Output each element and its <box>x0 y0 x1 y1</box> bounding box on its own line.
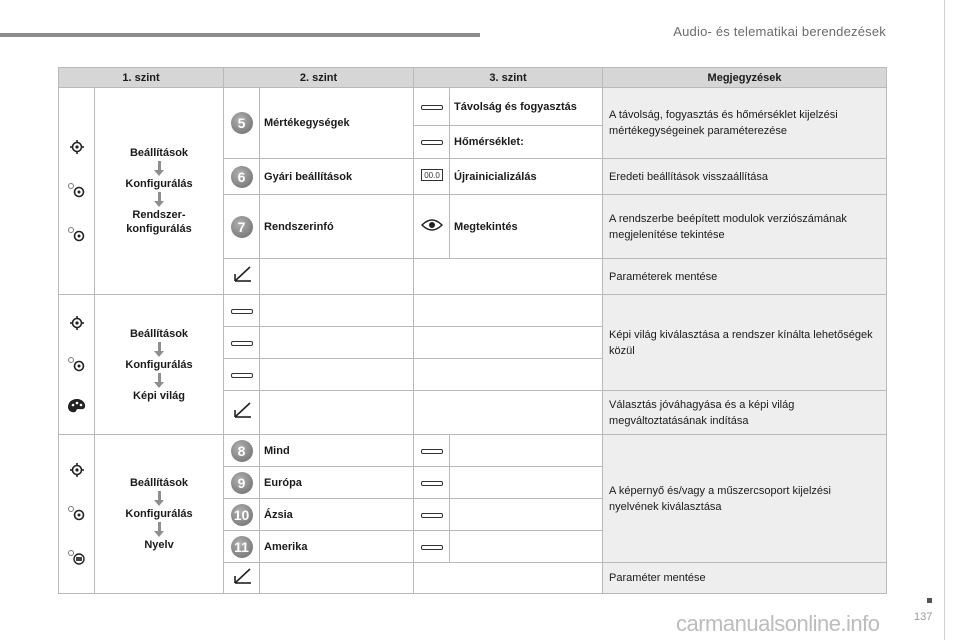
nav-level2-label: Konfigurálás <box>125 178 193 190</box>
gears-icon <box>59 504 94 522</box>
note-cell: A távolság, fogyasztás és hőmérséklet kijelzési mértékegységeinek paraméterezése <box>603 88 887 159</box>
down-arrow-icon <box>158 373 161 383</box>
col-header-level2: 2. szint <box>224 68 414 88</box>
gear-icon <box>59 315 94 331</box>
empty-cell <box>450 467 603 499</box>
page-header-title: Audio- és telematikai berendezések <box>673 24 886 39</box>
down-arrow-icon <box>158 522 161 532</box>
level2-icon-cell <box>224 327 260 359</box>
note-cell: A rendszerbe beépített modulok verziószámának megjelenítése tekintése <box>603 195 887 259</box>
empty-cell <box>414 359 603 391</box>
minus-icon <box>421 513 443 518</box>
level3-icon-cell <box>414 531 450 563</box>
down-arrow-icon <box>158 342 161 352</box>
empty-cell <box>414 391 603 435</box>
palette-icon <box>59 397 94 415</box>
number-badge: 6 <box>231 166 253 188</box>
col-header-level1: 1. szint <box>59 68 224 88</box>
down-arrow-icon <box>158 192 161 202</box>
empty-cell <box>260 259 414 295</box>
note-cell: Paraméterek mentése <box>603 259 887 295</box>
minus-icon <box>421 105 443 110</box>
badge-cell <box>224 499 260 531</box>
nav-level2-label: Konfigurálás <box>125 358 193 371</box>
level3-icon-cell <box>414 88 450 126</box>
section1-nav-path <box>95 88 224 295</box>
badge-cell <box>224 467 260 499</box>
minus-icon <box>421 481 443 486</box>
number-badge: 9 <box>231 472 253 494</box>
page-number: 137 <box>914 611 933 623</box>
level2-icon-cell <box>224 391 260 435</box>
gear-icon <box>59 462 94 478</box>
badge-cell <box>224 195 260 259</box>
level3-label: Újrainicializálás <box>450 159 603 195</box>
level2-icon-cell <box>224 259 260 295</box>
note-cell: Képi világ kiválasztása a rendszer kínálta lehetőségek közül <box>603 295 887 391</box>
level3-icon-cell <box>414 195 450 259</box>
right-margin-rule <box>944 0 945 640</box>
number-badge: 10 <box>231 504 253 526</box>
section1-icons <box>59 88 95 295</box>
empty-cell <box>414 259 603 295</box>
back-arrow-icon <box>232 411 252 423</box>
level3-label: Távolság és fogyasztás <box>450 88 603 126</box>
badge-cell <box>224 159 260 195</box>
empty-cell <box>260 295 414 327</box>
level2-label: Ázsia <box>260 499 414 531</box>
nav-level2-label: Konfigurálás <box>125 508 193 520</box>
empty-cell <box>260 359 414 391</box>
gears-icon <box>59 355 94 373</box>
minus-icon <box>231 341 253 346</box>
level3-label: Hőmérséklet: <box>450 126 603 159</box>
empty-cell <box>414 295 603 327</box>
note-cell: Paraméter mentése <box>603 563 887 594</box>
gears-icon <box>59 181 94 199</box>
minus-icon <box>231 309 253 314</box>
level2-icon-cell <box>224 563 260 594</box>
level2-label: Mind <box>260 435 414 467</box>
empty-cell <box>260 563 414 594</box>
nav-level1-label: Beállítások <box>129 477 189 489</box>
nav-level1-label: Beállítások <box>129 147 189 159</box>
table-row <box>59 295 887 327</box>
level2-label: Mértékegységek <box>260 88 414 159</box>
level2-icon-cell <box>224 295 260 327</box>
section3-icons <box>59 435 95 594</box>
level2-label: Amerika <box>260 531 414 563</box>
level3-icon-cell <box>414 159 450 195</box>
watermark: carmanualsonline.info <box>676 611 880 636</box>
down-arrow-icon <box>158 161 161 171</box>
section3-nav-path <box>95 435 224 594</box>
empty-cell <box>260 391 414 435</box>
number-badge: 8 <box>231 440 253 462</box>
level3-icon-cell <box>414 126 450 159</box>
back-arrow-icon <box>232 275 252 287</box>
level2-icon-cell <box>224 359 260 391</box>
level3-icon-cell <box>414 467 450 499</box>
note-cell: Eredeti beállítások visszaállítása <box>603 159 887 195</box>
nav-level3-label: Képi világ <box>133 389 185 402</box>
down-arrow-icon <box>158 491 161 501</box>
badge-cell <box>224 88 260 159</box>
gears-icon <box>59 225 94 243</box>
col-header-notes: Megjegyzések <box>603 68 887 88</box>
empty-cell <box>450 499 603 531</box>
number-badge: 5 <box>231 112 253 134</box>
reset-icon <box>421 172 443 184</box>
note-cell: A képernyő és/vagy a műszercsoport kijelzési nyelvének kiválasztása <box>603 435 887 563</box>
col-header-level3: 3. szint <box>414 68 603 88</box>
nav-level1-label: Beállítások <box>129 327 189 340</box>
nav-level3-label: Rendszer- konfigurálás <box>126 209 192 235</box>
empty-cell <box>414 563 603 594</box>
level2-label: Rendszerinfó <box>260 195 414 259</box>
table-header-row <box>59 68 887 88</box>
empty-cell <box>450 531 603 563</box>
language-icon <box>59 548 94 566</box>
empty-cell <box>450 435 603 467</box>
minus-icon <box>421 545 443 550</box>
minus-icon <box>421 449 443 454</box>
level3-label: Megtekintés <box>450 195 603 259</box>
level3-icon-cell <box>414 499 450 531</box>
level2-label: Európa <box>260 467 414 499</box>
badge-cell <box>224 435 260 467</box>
table-row <box>59 88 887 126</box>
level3-icon-cell <box>414 435 450 467</box>
nav-level3-label: Nyelv <box>144 539 174 551</box>
empty-cell <box>260 327 414 359</box>
page-bullet <box>927 598 932 603</box>
back-arrow-icon <box>232 577 252 589</box>
level2-label: Gyári beállítások <box>260 159 414 195</box>
minus-icon <box>421 140 443 145</box>
top-rule <box>0 33 480 37</box>
section2-nav-path <box>95 295 224 435</box>
number-badge: 7 <box>231 216 253 238</box>
note-cell: Választás jóváhagyása és a képi világ megváltoztatásának indítása <box>603 391 887 435</box>
badge-cell <box>224 531 260 563</box>
gear-icon <box>59 139 94 155</box>
svg-text:00.0: 00.0 <box>423 171 440 180</box>
table-row <box>59 435 887 467</box>
minus-icon <box>231 373 253 378</box>
empty-cell <box>414 327 603 359</box>
menu-structure-table <box>58 67 887 594</box>
number-badge: 11 <box>231 536 253 558</box>
section2-icons <box>59 295 95 435</box>
eye-icon <box>421 223 443 235</box>
